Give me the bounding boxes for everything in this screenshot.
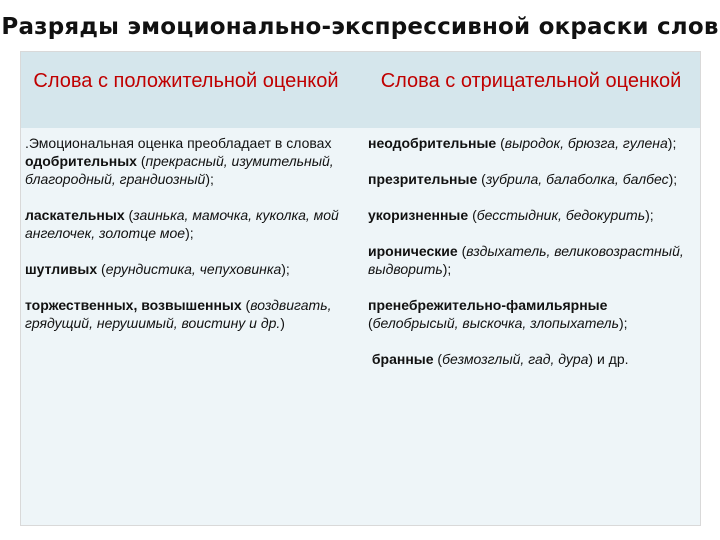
header-negative: Слова с отрицательной оценкой xyxy=(380,70,682,92)
negative-tail: и др. xyxy=(596,351,629,367)
positive-category-1: одобрительных xyxy=(25,153,137,169)
table-body-row xyxy=(21,128,700,525)
negative-examples-2: зубрила, балаболка, балбес xyxy=(485,171,669,187)
negative-category-2: презрительные xyxy=(368,171,478,187)
positive-intro: .Эмоциональная оценка преобладает в словах xyxy=(25,135,332,151)
positive-category-4: торжественных, возвышенных xyxy=(25,297,242,313)
negative-entry-4: иронические (вздыхатель, великовозрастный, выдворить); xyxy=(368,243,684,277)
negative-category-1: неодобрительные xyxy=(368,135,497,151)
positive-examples-1: прекрасный, изумительный, благородный, грандиозный xyxy=(25,153,334,187)
positive-examples-3: ерундистика, чепуховинка xyxy=(105,261,282,277)
positive-examples-4: воздвигать, грядущий, нерушимый, воистину и др. xyxy=(25,297,332,331)
negative-examples-4: вздыхатель, великовозрастный, выдворить xyxy=(368,243,684,277)
negative-entry-5: пренебрежительно-фамильярные (белобрысый, выскочка, злопыхатель); xyxy=(368,297,628,331)
negative-examples-5: белобрысый, выскочка, злопыхатель xyxy=(372,315,619,331)
positive-examples-2: заинька, мамочка, куколка, мой ангелочек, золотце мое xyxy=(25,207,339,241)
negative-column xyxy=(368,134,686,386)
negative-entry-2: презрительные (зубрила, балаболка, балбес); xyxy=(368,171,678,187)
positive-entry-2: ласкательных (заинька, мамочка, куколка, мой ангелочек, золотце мое); xyxy=(25,207,339,241)
negative-examples-1: выродок, брюзга, гулена xyxy=(504,135,668,151)
negative-entry-3: укоризненные (бесстыдник, бедокурить); xyxy=(368,207,654,223)
negative-category-5: пренебрежительно-фамильярные xyxy=(368,297,608,313)
positive-entry-4: торжественных, возвышенных (воздвигать, грядущий, нерушимый, воистину и др.) xyxy=(25,297,332,331)
negative-category-3: укоризненные xyxy=(368,207,469,223)
evaluation-table xyxy=(20,51,701,526)
negative-category-6: бранные xyxy=(371,351,434,367)
negative-entry-6: бранные (безмозглый, гад, дура) и др. xyxy=(371,351,629,367)
page-title: Разряды эмоционально-экспрессивной окраски слов xyxy=(1,14,719,40)
positive-entry-3: шутливых (ерундистика, чепуховинка); xyxy=(25,261,290,277)
header-positive: Слова с положительной оценкой xyxy=(33,70,339,92)
negative-examples-3: бесстыдник, бедокурить xyxy=(476,207,646,223)
positive-entry-1: .Эмоциональная оценка преобладает в словах одобрительных (прекрасный, изумительный, благородный, грандиозный); xyxy=(25,135,334,187)
positive-column xyxy=(25,134,347,350)
negative-category-4: иронические xyxy=(368,243,458,259)
positive-category-2: ласкательных xyxy=(25,207,125,223)
table-header-row xyxy=(21,52,700,128)
negative-examples-6: безмозглый, гад, дура xyxy=(442,351,589,367)
negative-entry-1: неодобрительные (выродок, брюзга, гулена); xyxy=(368,135,677,151)
positive-category-3: шутливых xyxy=(25,261,98,277)
